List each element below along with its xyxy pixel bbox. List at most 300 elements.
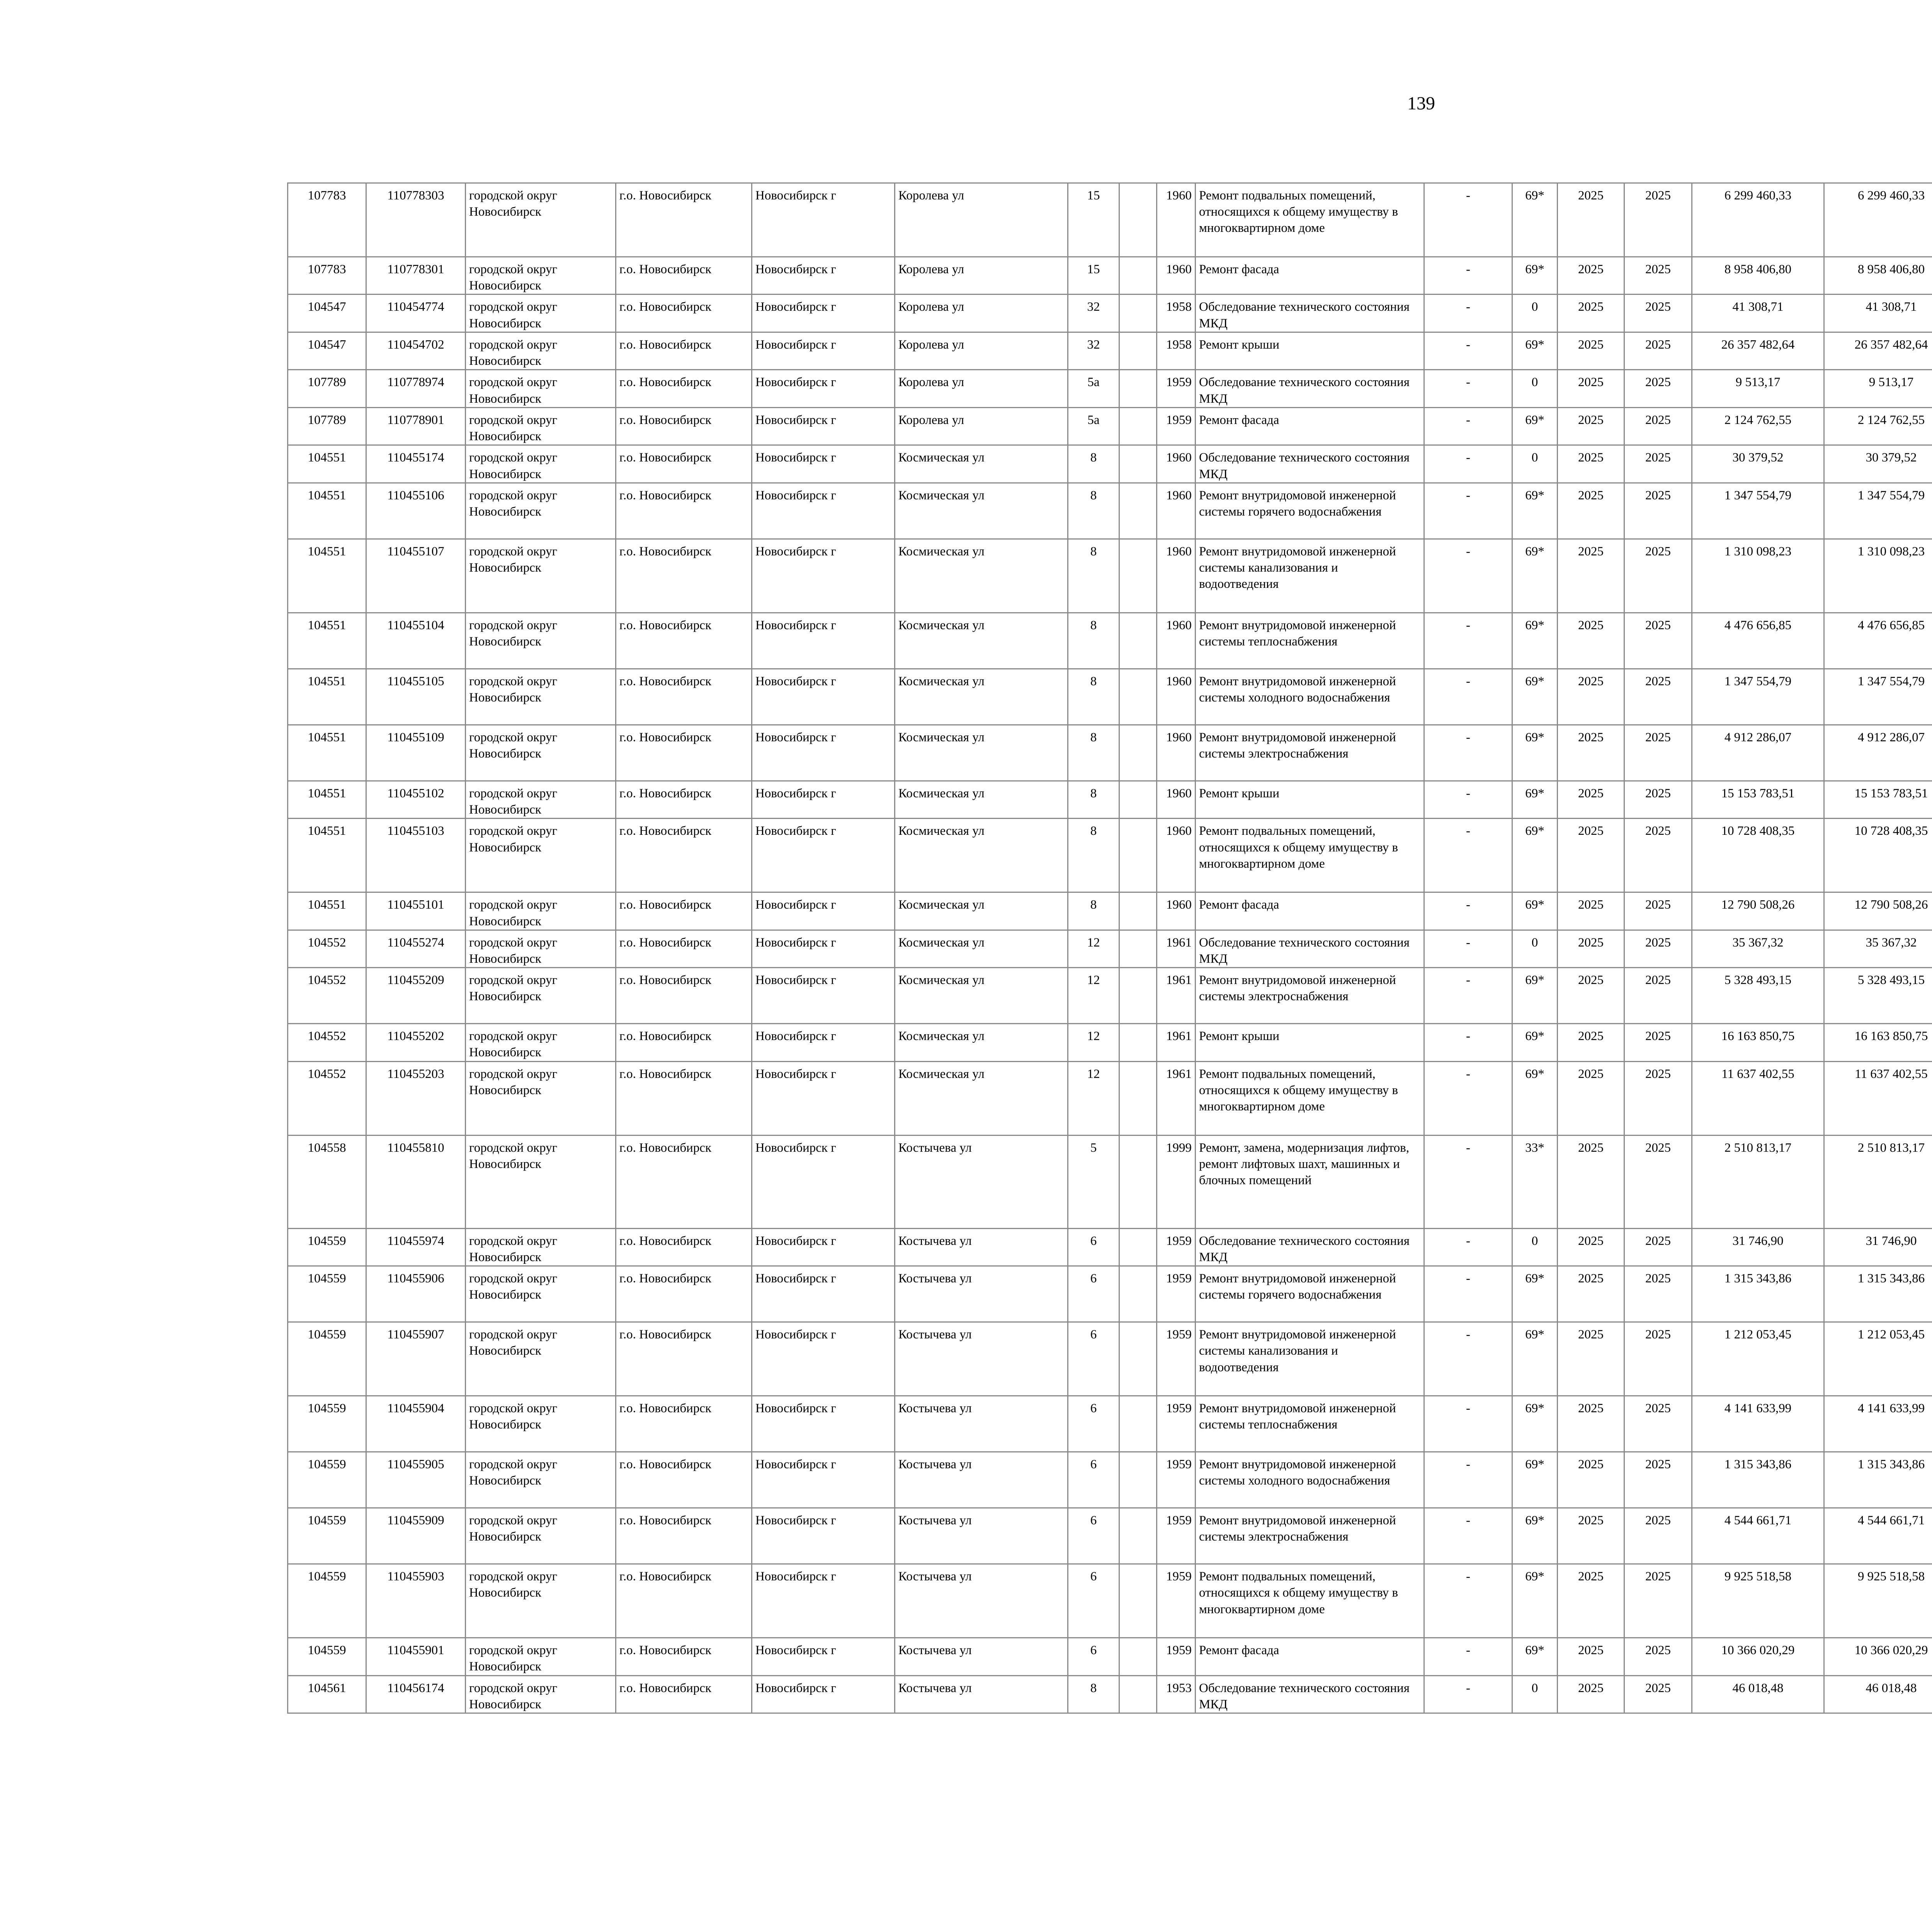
cell-year-from: 2025 <box>1558 1135 1624 1228</box>
cell-work-type: Обследование технического состояния МКД <box>1196 1228 1424 1266</box>
cell-street: Космическая ул <box>895 539 1068 613</box>
cell-blank <box>1119 1024 1157 1061</box>
cell-blank <box>1119 1675 1157 1713</box>
cell-house-no: 5а <box>1068 370 1119 407</box>
cell-house-no: 6 <box>1068 1564 1119 1638</box>
cell-work-id: 110455903 <box>366 1564 466 1638</box>
cell-year-from: 2025 <box>1558 1061 1624 1135</box>
cell-blank <box>1119 1452 1157 1508</box>
table-row <box>288 1061 1932 1135</box>
cell-work-type: Ремонт подвальных помещений, относящихся к общему имуществу в многоквартирном доме <box>1196 1061 1424 1135</box>
cell-municipality: городской округ Новосибирск <box>466 483 616 539</box>
cell-municipality: городской округ Новосибирск <box>466 892 616 930</box>
cell-dash: - <box>1424 1135 1512 1228</box>
cell-percent: 0 <box>1512 295 1558 332</box>
cell-year-to: 2025 <box>1624 407 1692 445</box>
cell-house-id: 104561 <box>288 1675 366 1713</box>
cell-dash: - <box>1424 1228 1512 1266</box>
cell-dash: - <box>1424 183 1512 257</box>
cell-year-to: 2025 <box>1624 613 1692 669</box>
cell-percent: 0 <box>1512 1228 1558 1266</box>
cell-street: Космическая ул <box>895 725 1068 781</box>
cell-percent: 0 <box>1512 930 1558 967</box>
cell-work-type: Ремонт внутридомовой инженерной системы электроснабжения <box>1196 725 1424 781</box>
cell-settlement-short: г.о. Новосибирск <box>616 483 752 539</box>
cell-street: Космическая ул <box>895 968 1068 1024</box>
cell-blank <box>1119 1564 1157 1638</box>
cell-cost-total: 10 366 020,29 <box>1824 1638 1932 1675</box>
cell-settlement: Новосибирск г <box>752 483 895 539</box>
cell-blank <box>1119 407 1157 445</box>
cell-percent: 69* <box>1512 183 1558 257</box>
cell-year-from: 2025 <box>1558 539 1624 613</box>
cell-cost: 31 746,90 <box>1692 1228 1824 1266</box>
cell-house-id: 104559 <box>288 1396 366 1452</box>
cell-municipality: городской округ Новосибирск <box>466 613 616 669</box>
cell-cost-total: 4 141 633,99 <box>1824 1396 1932 1452</box>
cell-house-id: 104551 <box>288 483 366 539</box>
cell-blank <box>1119 968 1157 1024</box>
cell-settlement-short: г.о. Новосибирск <box>616 1228 752 1266</box>
cell-blank <box>1119 892 1157 930</box>
cell-work-type: Ремонт внутридомовой инженерной системы электроснабжения <box>1196 968 1424 1024</box>
cell-dash: - <box>1424 1396 1512 1452</box>
cell-house-no: 12 <box>1068 1061 1119 1135</box>
cell-year-to: 2025 <box>1624 968 1692 1024</box>
cell-house-no: 6 <box>1068 1228 1119 1266</box>
cell-year-from: 2025 <box>1558 669 1624 725</box>
cell-settlement-short: г.о. Новосибирск <box>616 892 752 930</box>
cell-blank <box>1119 1061 1157 1135</box>
cell-cost: 4 544 661,71 <box>1692 1508 1824 1564</box>
cell-house-id: 107783 <box>288 257 366 295</box>
cell-house-id: 104558 <box>288 1135 366 1228</box>
cell-work-type: Ремонт внутридомовой инженерной системы горячего водоснабжения <box>1196 483 1424 539</box>
cell-year-from: 2025 <box>1558 1452 1624 1508</box>
cell-settlement-short: г.о. Новосибирск <box>616 445 752 483</box>
cell-cost-total: 15 153 783,51 <box>1824 781 1932 818</box>
cell-year-built: 1999 <box>1157 1135 1196 1228</box>
cell-year-to: 2025 <box>1624 892 1692 930</box>
table-row <box>288 1135 1932 1228</box>
cell-street: Космическая ул <box>895 1061 1068 1135</box>
cell-house-id: 104551 <box>288 445 366 483</box>
cell-municipality: городской округ Новосибирск <box>466 257 616 295</box>
cell-municipality: городской округ Новосибирск <box>466 781 616 818</box>
cell-house-no: 8 <box>1068 445 1119 483</box>
cell-cost-total: 16 163 850,75 <box>1824 1024 1932 1061</box>
table-row <box>288 930 1932 967</box>
cell-year-built: 1959 <box>1157 1322 1196 1396</box>
cell-year-from: 2025 <box>1558 370 1624 407</box>
table-row <box>288 1396 1932 1452</box>
cell-percent: 69* <box>1512 1322 1558 1396</box>
cell-work-type: Ремонт фасада <box>1196 407 1424 445</box>
cell-dash: - <box>1424 539 1512 613</box>
cell-year-built: 1959 <box>1157 1396 1196 1452</box>
cell-work-id: 110778901 <box>366 407 466 445</box>
table-row <box>288 1024 1932 1061</box>
cell-settlement-short: г.о. Новосибирск <box>616 781 752 818</box>
cell-cost: 1 310 098,23 <box>1692 539 1824 613</box>
cell-year-from: 2025 <box>1558 968 1624 1024</box>
cell-cost: 2 510 813,17 <box>1692 1135 1824 1228</box>
cell-municipality: городской округ Новосибирск <box>466 332 616 369</box>
cell-blank <box>1119 257 1157 295</box>
cell-blank <box>1119 332 1157 369</box>
cell-settlement-short: г.о. Новосибирск <box>616 819 752 892</box>
cell-dash: - <box>1424 332 1512 369</box>
cell-work-id: 110778974 <box>366 370 466 407</box>
cell-settlement: Новосибирск г <box>752 613 895 669</box>
cell-cost: 1 212 053,45 <box>1692 1322 1824 1396</box>
cell-dash: - <box>1424 445 1512 483</box>
cell-work-id: 110454774 <box>366 295 466 332</box>
cell-street: Космическая ул <box>895 445 1068 483</box>
cell-blank <box>1119 183 1157 257</box>
cell-percent: 69* <box>1512 1452 1558 1508</box>
cell-percent: 69* <box>1512 1396 1558 1452</box>
cell-year-built: 1953 <box>1157 1675 1196 1713</box>
cell-dash: - <box>1424 1675 1512 1713</box>
cell-municipality: городской округ Новосибирск <box>466 183 616 257</box>
cell-work-id: 110455810 <box>366 1135 466 1228</box>
cell-house-id: 104552 <box>288 1061 366 1135</box>
table-row <box>288 445 1932 483</box>
cell-percent: 69* <box>1512 1508 1558 1564</box>
cell-blank <box>1119 1266 1157 1322</box>
cell-work-type: Ремонт подвальных помещений, относящихся к общему имуществу в многоквартирном доме <box>1196 1564 1424 1638</box>
cell-dash: - <box>1424 819 1512 892</box>
cell-dash: - <box>1424 1024 1512 1061</box>
cell-municipality: городской округ Новосибирск <box>466 1135 616 1228</box>
cell-year-built: 1958 <box>1157 332 1196 369</box>
cell-blank <box>1119 1228 1157 1266</box>
cell-street: Костычева ул <box>895 1228 1068 1266</box>
cell-year-to: 2025 <box>1624 1061 1692 1135</box>
cell-cost: 46 018,48 <box>1692 1675 1824 1713</box>
cell-street: Королева ул <box>895 295 1068 332</box>
cell-house-id: 104551 <box>288 669 366 725</box>
cell-municipality: городской округ Новосибирск <box>466 725 616 781</box>
cell-settlement-short: г.о. Новосибирск <box>616 613 752 669</box>
cell-year-to: 2025 <box>1624 295 1692 332</box>
cell-year-built: 1959 <box>1157 1452 1196 1508</box>
cell-work-type: Ремонт внутридомовой инженерной системы канализования и водоотведения <box>1196 1322 1424 1396</box>
cell-settlement-short: г.о. Новосибирск <box>616 1675 752 1713</box>
cell-year-to: 2025 <box>1624 1228 1692 1266</box>
cell-street: Космическая ул <box>895 819 1068 892</box>
cell-work-id: 110455203 <box>366 1061 466 1135</box>
cell-percent: 69* <box>1512 539 1558 613</box>
cell-work-type: Ремонт внутридомовой инженерной системы холодного водоснабжения <box>1196 1452 1424 1508</box>
page-number: 139 <box>1407 93 1435 114</box>
cell-work-id: 110455209 <box>366 968 466 1024</box>
cell-settlement-short: г.о. Новосибирск <box>616 295 752 332</box>
cell-cost: 6 299 460,33 <box>1692 183 1824 257</box>
cell-house-id: 104552 <box>288 968 366 1024</box>
cell-settlement: Новосибирск г <box>752 407 895 445</box>
cell-house-no: 32 <box>1068 332 1119 369</box>
cell-work-id: 110455103 <box>366 819 466 892</box>
cell-cost: 1 347 554,79 <box>1692 483 1824 539</box>
cell-year-from: 2025 <box>1558 295 1624 332</box>
cell-cost-total: 10 728 408,35 <box>1824 819 1932 892</box>
cell-work-type: Ремонт крыши <box>1196 332 1424 369</box>
cell-house-id: 104547 <box>288 332 366 369</box>
cell-cost-total: 1 212 053,45 <box>1824 1322 1932 1396</box>
cell-work-id: 110455105 <box>366 669 466 725</box>
cell-settlement: Новосибирск г <box>752 1266 895 1322</box>
cell-cost: 1 315 343,86 <box>1692 1266 1824 1322</box>
cell-settlement: Новосибирск г <box>752 332 895 369</box>
cell-settlement: Новосибирск г <box>752 1061 895 1135</box>
cell-year-built: 1960 <box>1157 539 1196 613</box>
cell-house-no: 5а <box>1068 407 1119 445</box>
cell-year-built: 1960 <box>1157 613 1196 669</box>
table-row <box>288 332 1932 369</box>
cell-dash: - <box>1424 1638 1512 1675</box>
cell-year-to: 2025 <box>1624 930 1692 967</box>
table-row <box>288 1266 1932 1322</box>
cell-work-type: Ремонт фасада <box>1196 892 1424 930</box>
cell-year-built: 1961 <box>1157 1061 1196 1135</box>
cell-house-id: 104551 <box>288 892 366 930</box>
cell-street: Костычева ул <box>895 1564 1068 1638</box>
cell-year-to: 2025 <box>1624 1135 1692 1228</box>
table-row <box>288 370 1932 407</box>
cell-house-id: 104559 <box>288 1452 366 1508</box>
cell-work-id: 110778301 <box>366 257 466 295</box>
cell-house-id: 104559 <box>288 1322 366 1396</box>
cell-dash: - <box>1424 1452 1512 1508</box>
cell-percent: 69* <box>1512 1266 1558 1322</box>
cell-cost-total: 11 637 402,55 <box>1824 1061 1932 1135</box>
cell-year-built: 1959 <box>1157 1266 1196 1322</box>
cell-year-to: 2025 <box>1624 1266 1692 1322</box>
table-row <box>288 781 1932 818</box>
cell-dash: - <box>1424 781 1512 818</box>
cell-settlement-short: г.о. Новосибирск <box>616 183 752 257</box>
table-row <box>288 539 1932 613</box>
cell-percent: 69* <box>1512 781 1558 818</box>
cell-settlement: Новосибирск г <box>752 1228 895 1266</box>
cell-dash: - <box>1424 1508 1512 1564</box>
cell-municipality: городской округ Новосибирск <box>466 819 616 892</box>
cell-house-no: 8 <box>1068 725 1119 781</box>
cell-settlement-short: г.о. Новосибирск <box>616 1024 752 1061</box>
cell-work-id: 110455901 <box>366 1638 466 1675</box>
cell-cost: 16 163 850,75 <box>1692 1024 1824 1061</box>
cell-municipality: городской округ Новосибирск <box>466 669 616 725</box>
cell-municipality: городской округ Новосибирск <box>466 1266 616 1322</box>
cell-settlement: Новосибирск г <box>752 1322 895 1396</box>
cell-settlement: Новосибирск г <box>752 819 895 892</box>
cell-work-id: 110455906 <box>366 1266 466 1322</box>
cell-municipality: городской округ Новосибирск <box>466 1228 616 1266</box>
cell-municipality: городской округ Новосибирск <box>466 295 616 332</box>
cell-work-id: 110455974 <box>366 1228 466 1266</box>
cell-street: Космическая ул <box>895 669 1068 725</box>
cell-percent: 69* <box>1512 1061 1558 1135</box>
cell-work-type: Ремонт внутридомовой инженерной системы теплоснабжения <box>1196 613 1424 669</box>
cell-work-type: Ремонт крыши <box>1196 781 1424 818</box>
cell-settlement-short: г.о. Новосибирск <box>616 539 752 613</box>
cell-settlement-short: г.о. Новосибирск <box>616 1266 752 1322</box>
cell-house-id: 104559 <box>288 1228 366 1266</box>
cell-street: Костычева ул <box>895 1452 1068 1508</box>
cell-year-built: 1959 <box>1157 1508 1196 1564</box>
cell-settlement: Новосибирск г <box>752 539 895 613</box>
cell-year-from: 2025 <box>1558 183 1624 257</box>
cell-house-id: 104551 <box>288 539 366 613</box>
cell-work-id: 110455174 <box>366 445 466 483</box>
cell-cost: 2 124 762,55 <box>1692 407 1824 445</box>
cell-work-type: Ремонт внутридомовой инженерной системы теплоснабжения <box>1196 1396 1424 1452</box>
cell-municipality: городской округ Новосибирск <box>466 407 616 445</box>
cell-cost: 5 328 493,15 <box>1692 968 1824 1024</box>
cell-work-type: Ремонт подвальных помещений, относящихся к общему имуществу в многоквартирном доме <box>1196 183 1424 257</box>
cell-work-id: 110455907 <box>366 1322 466 1396</box>
cell-street: Космическая ул <box>895 1024 1068 1061</box>
cell-cost: 4 912 286,07 <box>1692 725 1824 781</box>
cell-settlement-short: г.о. Новосибирск <box>616 1638 752 1675</box>
cell-municipality: городской округ Новосибирск <box>466 1024 616 1061</box>
cell-year-built: 1960 <box>1157 445 1196 483</box>
capital-repair-table <box>287 182 1932 1714</box>
cell-percent: 69* <box>1512 1638 1558 1675</box>
cell-year-built: 1960 <box>1157 183 1196 257</box>
cell-year-built: 1959 <box>1157 370 1196 407</box>
cell-year-from: 2025 <box>1558 892 1624 930</box>
cell-municipality: городской округ Новосибирск <box>466 1508 616 1564</box>
cell-house-no: 8 <box>1068 613 1119 669</box>
cell-blank <box>1119 819 1157 892</box>
cell-cost-total: 41 308,71 <box>1824 295 1932 332</box>
cell-cost: 10 728 408,35 <box>1692 819 1824 892</box>
cell-percent: 69* <box>1512 483 1558 539</box>
cell-cost-total: 1 310 098,23 <box>1824 539 1932 613</box>
cell-dash: - <box>1424 483 1512 539</box>
cell-settlement-short: г.о. Новосибирск <box>616 370 752 407</box>
cell-work-id: 110455905 <box>366 1452 466 1508</box>
cell-house-no: 15 <box>1068 183 1119 257</box>
cell-work-type: Обследование технического состояния МКД <box>1196 930 1424 967</box>
cell-street: Королева ул <box>895 370 1068 407</box>
cell-cost: 35 367,32 <box>1692 930 1824 967</box>
cell-settlement-short: г.о. Новосибирск <box>616 1396 752 1452</box>
cell-settlement-short: г.о. Новосибирск <box>616 1061 752 1135</box>
cell-house-no: 8 <box>1068 669 1119 725</box>
cell-settlement: Новосибирск г <box>752 1508 895 1564</box>
cell-settlement: Новосибирск г <box>752 781 895 818</box>
cell-municipality: городской округ Новосибирск <box>466 930 616 967</box>
cell-house-id: 107789 <box>288 407 366 445</box>
cell-cost-total: 30 379,52 <box>1824 445 1932 483</box>
cell-work-type: Обследование технического состояния МКД <box>1196 370 1424 407</box>
cell-settlement-short: г.о. Новосибирск <box>616 968 752 1024</box>
cell-work-type: Ремонт внутридомовой инженерной системы холодного водоснабжения <box>1196 669 1424 725</box>
cell-dash: - <box>1424 613 1512 669</box>
cell-cost: 1 347 554,79 <box>1692 669 1824 725</box>
cell-work-id: 110778303 <box>366 183 466 257</box>
cell-year-built: 1959 <box>1157 1638 1196 1675</box>
cell-work-type: Ремонт подвальных помещений, относящихся к общему имуществу в многоквартирном доме <box>1196 819 1424 892</box>
cell-cost-total: 9 513,17 <box>1824 370 1932 407</box>
cell-work-type: Ремонт внутридомовой инженерной системы электроснабжения <box>1196 1508 1424 1564</box>
cell-cost-total: 4 912 286,07 <box>1824 725 1932 781</box>
cell-year-to: 2025 <box>1624 183 1692 257</box>
cell-year-to: 2025 <box>1624 1564 1692 1638</box>
cell-percent: 0 <box>1512 370 1558 407</box>
cell-settlement: Новосибирск г <box>752 1675 895 1713</box>
cell-settlement-short: г.о. Новосибирск <box>616 1322 752 1396</box>
cell-year-from: 2025 <box>1558 613 1624 669</box>
cell-blank <box>1119 483 1157 539</box>
cell-cost: 9 513,17 <box>1692 370 1824 407</box>
cell-blank <box>1119 295 1157 332</box>
cell-settlement: Новосибирск г <box>752 725 895 781</box>
cell-settlement-short: г.о. Новосибирск <box>616 257 752 295</box>
cell-year-from: 2025 <box>1558 1564 1624 1638</box>
cell-percent: 69* <box>1512 332 1558 369</box>
cell-settlement: Новосибирск г <box>752 1638 895 1675</box>
cell-settlement: Новосибирск г <box>752 1452 895 1508</box>
cell-cost: 10 366 020,29 <box>1692 1638 1824 1675</box>
cell-work-id: 110455202 <box>366 1024 466 1061</box>
cell-cost-total: 2 124 762,55 <box>1824 407 1932 445</box>
cell-street: Костычева ул <box>895 1396 1068 1452</box>
cell-year-from: 2025 <box>1558 819 1624 892</box>
cell-settlement-short: г.о. Новосибирск <box>616 669 752 725</box>
cell-work-type: Ремонт, замена, модернизация лифтов, ремонт лифтовых шахт, машинных и блочных помещений <box>1196 1135 1424 1228</box>
cell-blank <box>1119 1638 1157 1675</box>
cell-cost-total: 4 476 656,85 <box>1824 613 1932 669</box>
cell-year-built: 1960 <box>1157 819 1196 892</box>
cell-year-from: 2025 <box>1558 483 1624 539</box>
cell-year-to: 2025 <box>1624 725 1692 781</box>
cell-percent: 69* <box>1512 407 1558 445</box>
cell-cost: 9 925 518,58 <box>1692 1564 1824 1638</box>
cell-year-to: 2025 <box>1624 539 1692 613</box>
cell-house-id: 104551 <box>288 725 366 781</box>
cell-settlement: Новосибирск г <box>752 1564 895 1638</box>
cell-year-from: 2025 <box>1558 407 1624 445</box>
cell-work-id: 110455109 <box>366 725 466 781</box>
cell-work-id: 110455904 <box>366 1396 466 1452</box>
cell-house-no: 6 <box>1068 1322 1119 1396</box>
cell-house-no: 8 <box>1068 539 1119 613</box>
cell-settlement: Новосибирск г <box>752 295 895 332</box>
cell-street: Космическая ул <box>895 930 1068 967</box>
cell-year-from: 2025 <box>1558 257 1624 295</box>
cell-cost: 15 153 783,51 <box>1692 781 1824 818</box>
cell-cost-total: 1 347 554,79 <box>1824 483 1932 539</box>
cell-work-type: Ремонт фасада <box>1196 1638 1424 1675</box>
table-row <box>288 725 1932 781</box>
cell-year-to: 2025 <box>1624 669 1692 725</box>
cell-street: Костычева ул <box>895 1638 1068 1675</box>
cell-dash: - <box>1424 295 1512 332</box>
cell-street: Костычева ул <box>895 1266 1068 1322</box>
cell-dash: - <box>1424 1266 1512 1322</box>
cell-house-no: 8 <box>1068 483 1119 539</box>
table-row <box>288 257 1932 295</box>
cell-year-from: 2025 <box>1558 1638 1624 1675</box>
table-row <box>288 613 1932 669</box>
cell-dash: - <box>1424 669 1512 725</box>
cell-blank <box>1119 781 1157 818</box>
